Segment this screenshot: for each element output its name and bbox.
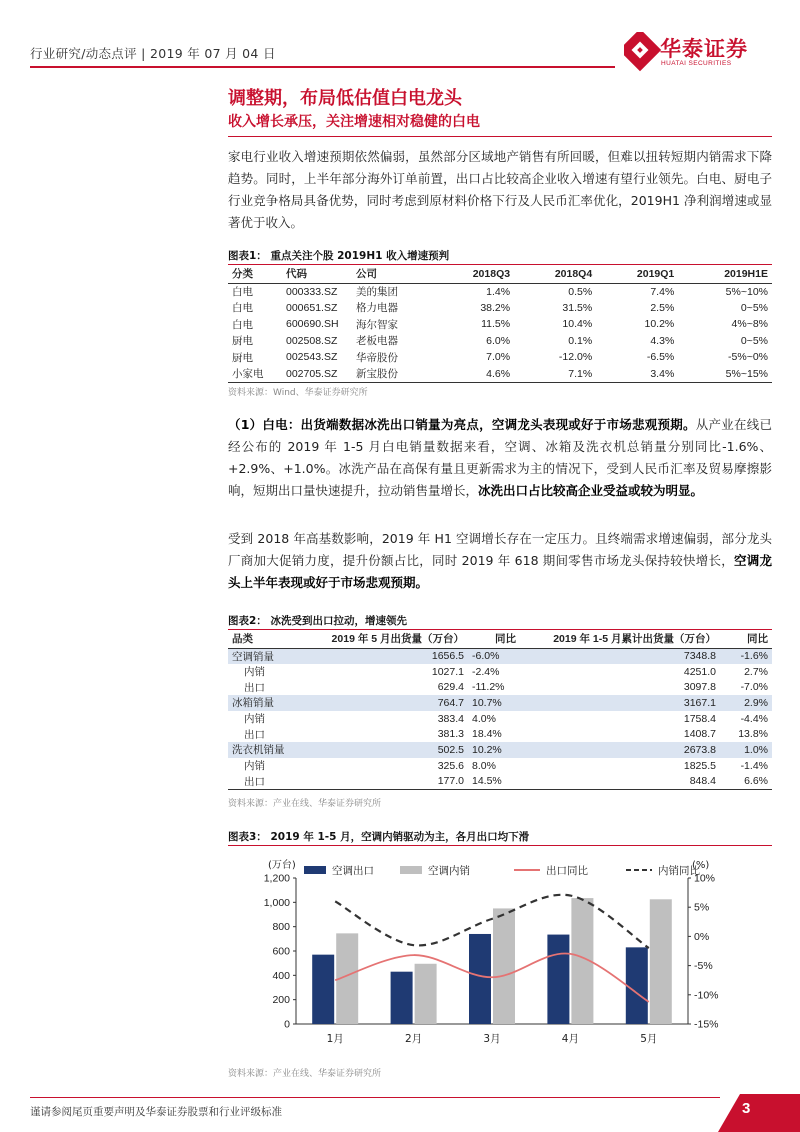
- fig1-table-cell: -6.5%: [646, 351, 675, 364]
- x-tick-label: 2月: [405, 1033, 423, 1045]
- fig2-table-cell: -4.4%: [740, 712, 768, 725]
- bar-ac-export: [312, 955, 334, 1024]
- fig1-col-header: 公司: [352, 265, 432, 283]
- fig2-col-header: 2019 年 5 月出货量（万台）: [316, 630, 468, 648]
- fig2-table-cell: 1.0%: [720, 742, 772, 758]
- bar-ac-export: [469, 934, 491, 1024]
- fig2-table-cell: 177.0: [316, 774, 468, 790]
- page-number: 3: [742, 1100, 751, 1117]
- fig1-table-cell: -12.0%: [558, 351, 593, 364]
- para-white-goods: [228, 414, 772, 502]
- line-domestic-yoy: [335, 895, 649, 948]
- fig1-table-cell: 老板电器: [356, 335, 398, 348]
- fig2-header-row: [228, 630, 772, 648]
- fig2-table-cell: 325.6: [437, 759, 464, 772]
- fig1-table-row: [228, 300, 772, 317]
- fig1-col-header: 代码: [282, 265, 352, 283]
- fig2-col-header: 同比: [468, 630, 520, 648]
- fig2-table-cell: 381.3: [437, 728, 464, 741]
- fig1-table-cell: 0~5%: [740, 301, 768, 314]
- fig1-table-cell: 002508.SZ: [286, 334, 338, 347]
- fig1-table-cell: 5%~15%: [678, 366, 772, 383]
- page-badge: [718, 1094, 800, 1132]
- fig2-table-cell: 4.0%: [472, 712, 496, 725]
- fig2-table-cell: 14.5%: [468, 774, 520, 790]
- y2-tick-label: -10%: [694, 989, 719, 1002]
- fig2-table-cell: 383.4: [437, 712, 464, 725]
- fig1-table-cell: 厨电: [232, 335, 253, 348]
- fig1-table: [228, 265, 772, 383]
- fig1-table-cell: 0.1%: [568, 334, 593, 347]
- fig1-table-cell: 4.6%: [432, 366, 514, 383]
- left-axis-unit: (万台): [268, 860, 296, 871]
- fig2-table-cell: 空调销量: [228, 648, 316, 664]
- fig1-table-row: [228, 283, 772, 300]
- fig1-label: 图表1： 重点关注个股 2019H1 收入增速预判: [228, 250, 450, 262]
- fig1-table-cell: 7.1%: [514, 366, 596, 383]
- fig1-table-cell: 新宝股份: [352, 366, 432, 383]
- fig1-table-cell: 0~5%: [740, 334, 768, 347]
- fig2-table-cell: 洗衣机销量: [228, 742, 316, 758]
- fig1-table-cell: 格力电器: [356, 302, 398, 315]
- fig2-table-cell: 8.0%: [472, 759, 496, 772]
- logo-text-en: HUATAI SECURITIES: [661, 60, 732, 67]
- para-ac-text: 受到 2018 年高基数影响，2019 年 H1 空调增长存在一定压力。且终端需求增速偏弱，部分龙头厂商加大促销力度，提升份额占比，同时 2019 年 618 期间零售市场龙头保持较快增长，: [228, 531, 772, 568]
- fig2-table-cell: 出口: [244, 728, 265, 741]
- fig2-table-cell: -7.0%: [740, 681, 768, 694]
- fig1-table-cell: 0.5%: [568, 285, 593, 298]
- fig2-table-row: [228, 758, 772, 774]
- y2-tick-label: 0%: [694, 930, 710, 943]
- fig1-header-row: [228, 265, 772, 283]
- y-tick-label: 800: [272, 921, 290, 934]
- fig2-table-cell: 764.7: [316, 695, 468, 711]
- y2-tick-label: 10%: [694, 872, 716, 885]
- fig2-table-cell: 18.4%: [472, 728, 502, 741]
- y-tick-label: 1,200: [263, 872, 290, 885]
- fig2-table-cell: 3167.1: [520, 695, 720, 711]
- fig1-table-cell: 4%~8%: [731, 318, 768, 331]
- right-axis-unit: (%): [692, 860, 710, 871]
- fig2-label: 图表2： 冰洗受到出口拉动，增速领先: [228, 615, 407, 627]
- fig2-table-cell: 4251.0: [683, 665, 716, 678]
- fig2-table-row: [228, 711, 772, 727]
- legend-label: 空调内销: [428, 865, 470, 877]
- fig1-table-cell: 000333.SZ: [286, 285, 338, 298]
- y-tick-label: 200: [272, 994, 290, 1007]
- para-ac-bold: 空调龙头上半年表现或好于市场悲观预期。: [228, 553, 772, 590]
- fig2-table-cell: 13.8%: [738, 728, 768, 741]
- fig2-table-cell: 2.9%: [720, 695, 772, 711]
- fig2-table-cell: 1758.4: [683, 712, 716, 725]
- fig1-table-cell: 美的集团: [356, 286, 398, 298]
- footer-divider: [30, 1097, 720, 1098]
- x-tick-label: 5月: [640, 1033, 658, 1045]
- fig2-table-row: [228, 774, 772, 790]
- header-divider: [30, 66, 615, 68]
- fig1-table-cell: 白电: [232, 318, 253, 331]
- fig3-source: 资料来源：产业在线、华泰证券研究所: [228, 1069, 382, 1079]
- line-export-yoy: [335, 954, 649, 1002]
- section-subtitle: 收入增长承压，关注增速相对稳健的白电: [228, 114, 480, 130]
- fig2-table-cell: -6.0%: [468, 648, 520, 664]
- para-white-goods-text: 从产业在线已经公布的 2019 年 1-5 月白电销量数据来看，空调、冰箱及洗衣机总销量分别同比-1.6%、+2.9%、+1.0%。冰洗产品在高保有量且更新需求为主的情况下，受到人民币汇率及贸易摩擦影响，短期出口量快速提升，拉动销售量增长，: [228, 417, 772, 498]
- title-divider: [228, 136, 772, 137]
- fig3-label: 图表3： 2019 年 1-5 月，空调内销驱动为主，各月出口均下滑: [228, 831, 530, 843]
- fig2-table-cell: 10.2%: [468, 742, 520, 758]
- fig2-table-cell: -2.4%: [472, 665, 500, 678]
- legend-swatch: [304, 866, 326, 874]
- fig1-table-cell: 4.3%: [650, 334, 675, 347]
- fig1-table-cell: 6.0%: [486, 334, 511, 347]
- y2-tick-label: 5%: [694, 901, 710, 914]
- fig1-table-cell: 华帝股份: [356, 351, 398, 364]
- y-tick-label: 600: [272, 945, 290, 958]
- fig1-table-row: [228, 316, 772, 333]
- fig1-source: 资料来源：Wind、华泰证券研究所: [228, 388, 368, 398]
- fig2-table-cell: 10.7%: [468, 695, 520, 711]
- para-white-goods-bold: （1）白电：出货端数据冰洗出口销量为亮点，空调龙头表现或好于市场悲观预期。: [228, 417, 696, 432]
- x-tick-label: 1月: [326, 1033, 344, 1045]
- footer-disclaimer: 谨请参阅尾页重要声明及华泰证券股票和行业评级标准: [30, 1106, 282, 1118]
- fig2-table-cell: 出口: [228, 774, 316, 790]
- fig2-table-cell: 冰箱销量: [228, 695, 316, 711]
- fig2-table-cell: 2673.8: [520, 742, 720, 758]
- fig1-table-cell: 白电: [232, 302, 253, 315]
- y-tick-label: 0: [284, 1018, 290, 1031]
- fig1-table-cell: 厨电: [232, 351, 253, 364]
- fig1-col-header: 2019Q1: [596, 265, 678, 283]
- para-air-conditioner: [228, 528, 772, 594]
- fig1-table-cell: 31.5%: [562, 301, 593, 314]
- fig2-table-row: [228, 695, 772, 711]
- fig1-table-cell: 白电: [232, 286, 253, 298]
- y-tick-label: 400: [272, 969, 290, 982]
- fig2-table-cell: 1656.5: [316, 648, 468, 664]
- fig1-table-row: [228, 366, 772, 383]
- fig2-table-cell: 1027.1: [431, 665, 464, 678]
- legend-swatch: [400, 866, 422, 874]
- fig3-chart: [228, 848, 772, 1058]
- logo-text-cn: 华泰证券: [660, 37, 748, 61]
- fig2-table-row: [228, 679, 772, 695]
- fig1-table-cell: 11.5%: [481, 318, 511, 331]
- fig2-table-cell: 1408.7: [683, 728, 716, 741]
- x-tick-label: 4月: [561, 1033, 579, 1045]
- fig2-table-cell: 内销: [244, 666, 265, 679]
- fig1-table-row: [228, 333, 772, 350]
- fig1-table-cell: 7.4%: [650, 285, 675, 298]
- fig1-col-header: 2019H1E: [678, 265, 772, 283]
- fig2-table-cell: 出口: [244, 681, 265, 694]
- fig2-table-cell: -1.4%: [740, 759, 768, 772]
- fig1-table-cell: 3.4%: [596, 366, 678, 383]
- fig2-table-cell: 502.5: [316, 742, 468, 758]
- fig2-table-row: [228, 664, 772, 680]
- fig1-table-cell: 小家电: [228, 366, 282, 383]
- report-header-meta: 行业研究/动态点评 | 2019 年 07 月 04 日: [30, 46, 276, 61]
- fig1-col-header: 分类: [228, 265, 282, 283]
- fig2-table-cell: 内销: [244, 713, 265, 726]
- y2-tick-label: -15%: [694, 1018, 719, 1031]
- fig1-col-header: 2018Q4: [514, 265, 596, 283]
- fig2-table-cell: -1.6%: [720, 648, 772, 664]
- x-tick-label: 3月: [483, 1033, 501, 1045]
- fig1-table-cell: 002543.SZ: [286, 351, 338, 364]
- fig1-table-cell: 10.4%: [562, 318, 593, 331]
- intro-paragraph: 家电行业收入增速预期依然偏弱，虽然部分区域地产销售有所回暖，但难以扭转短期内销需求下降趋势。同时，上半年部分海外订单前置，出口占比较高企业收入增速有望行业领先。白电、厨电子行业竞争格局具备优势，同时考虑到原材料价格下行及人民币汇率优化，2019H1 净利润增速或显著优于收入。: [228, 149, 772, 230]
- bar-ac-export: [391, 972, 413, 1024]
- fig1-table-cell: 7.0%: [486, 351, 511, 364]
- fig1-col-header: 2018Q3: [432, 265, 514, 283]
- fig1-table-cell: -5%~0%: [728, 351, 768, 364]
- fig1-table-cell: 1.4%: [486, 285, 511, 298]
- fig2-table-row: [228, 726, 772, 742]
- fig3-divider: [228, 845, 772, 846]
- fig2-table-cell: 848.4: [520, 774, 720, 790]
- bar-ac-domestic: [415, 964, 437, 1024]
- fig2-col-header: 品类: [228, 630, 316, 648]
- bar-ac-domestic: [650, 899, 672, 1024]
- fig2-table-cell: 6.6%: [720, 774, 772, 790]
- legend-label: 出口同比: [546, 865, 588, 877]
- fig2-table-row: [228, 648, 772, 664]
- legend-label: 空调出口: [332, 865, 374, 877]
- fig1-table-cell: 10.2%: [644, 318, 675, 331]
- bar-ac-export: [547, 935, 569, 1024]
- fig2-table-row: [228, 742, 772, 758]
- fig2-table-cell: 629.4: [437, 681, 464, 694]
- bar-ac-export: [626, 947, 648, 1024]
- fig1-table-cell: 002705.SZ: [282, 366, 352, 383]
- fig2-col-header: 同比: [720, 630, 772, 648]
- bar-ac-domestic: [493, 908, 515, 1024]
- fig1-table-cell: 38.2%: [480, 301, 511, 314]
- fig1-table-cell: 5%~10%: [725, 285, 768, 298]
- fig1-table-cell: 000651.SZ: [286, 301, 338, 314]
- y-tick-label: 1,000: [263, 896, 290, 909]
- fig1-table-cell: 2.5%: [650, 301, 675, 314]
- fig1-table-cell: 海尔智家: [356, 318, 398, 331]
- fig2-col-header: 2019 年 1-5 月累计出货量（万台）: [520, 630, 720, 648]
- fig2-table: [228, 630, 772, 790]
- fig2-source: 资料来源：产业在线、华泰证券研究所: [228, 799, 382, 809]
- fig2-table-cell: -11.2%: [472, 681, 505, 694]
- fig1-table-cell: 600690.SH: [286, 318, 339, 331]
- fig2-table-cell: 3097.8: [683, 681, 716, 694]
- fig2-table-cell: 1825.5: [683, 759, 716, 772]
- fig2-table-cell: 2.7%: [744, 665, 768, 678]
- fig2-table-cell: 7348.8: [520, 648, 720, 664]
- section-title: 调整期，布局低估值白电龙头: [228, 88, 462, 109]
- y2-tick-label: -5%: [694, 960, 713, 973]
- fig2-table-cell: 内销: [244, 760, 265, 773]
- para-white-goods-bold-2: 冰洗出口占比较高企业受益或较为明显。: [478, 483, 704, 498]
- legend-label: 内销同比: [658, 865, 700, 877]
- fig1-table-row: [228, 349, 772, 366]
